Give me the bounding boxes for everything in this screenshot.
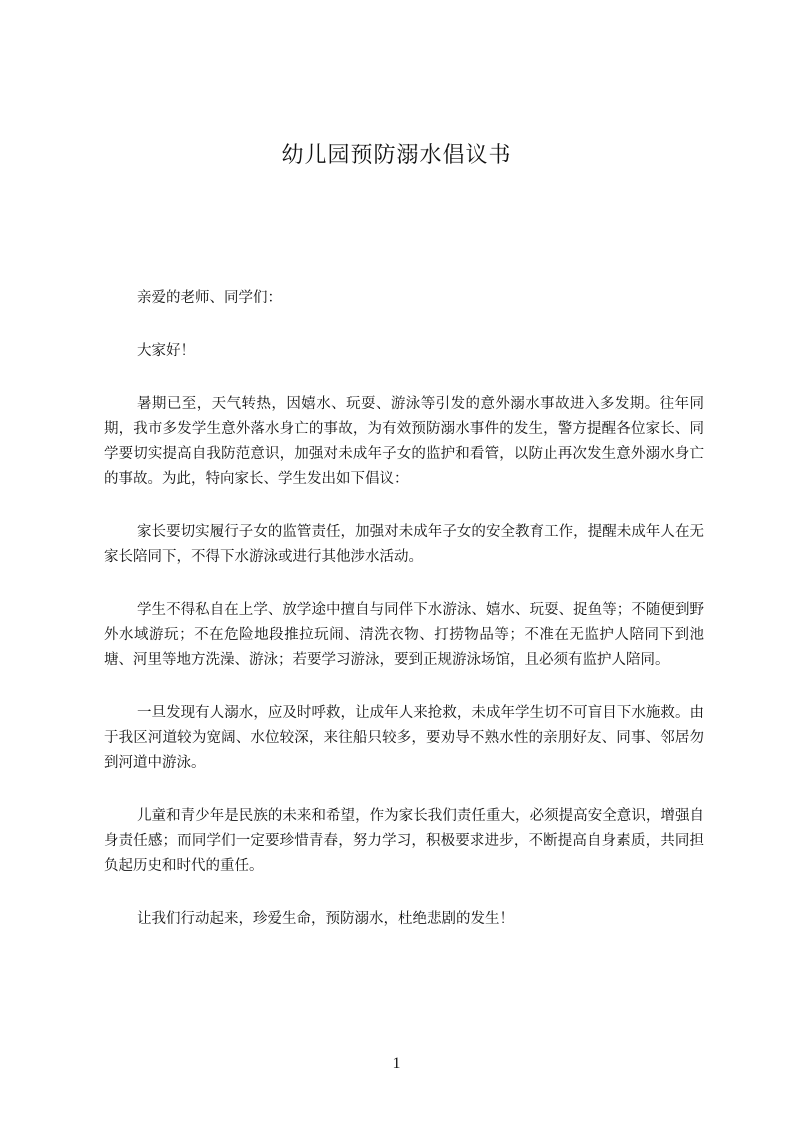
greeting: 大家好！ <box>137 343 195 359</box>
document-body <box>104 286 704 960</box>
document-title: 幼儿园预防溺水倡议书 <box>281 143 512 168</box>
paragraph-parents: 家长要切实履行子女的监管责任，加强对未成年子女的安全教育工作，提醒未成年人在无家长陪同下，不得下水游泳或进行其他涉水活动。 <box>104 524 704 565</box>
salutation: 亲爱的老师、同学们： <box>137 290 282 306</box>
page-number: 1 <box>392 1055 401 1072</box>
paragraph-rescue: 一旦发现有人溺水，应及时呼救，让成年人来抢救，未成年学生切不可盲目下水施救。由于我区河道较为宽阔、水位较深，来往船只较多，要劝导不熟水性的亲朋好友、同事、邻居勿到河道中游泳。 <box>104 705 704 771</box>
paragraph-students: 学生不得私自在上学、放学途中擅自与同伴下水游泳、嬉水、玩耍、捉鱼等；不随便到野外水域游玩；不在危险地段推拉玩闹、清洗衣物、打捞物品等；不准在无监护人陪同下到池塘、河里等地方洗澡、游泳；若要学习游泳，要到正规游泳场馆，且必须有监护人陪同。 <box>104 602 704 668</box>
paragraph-closing: 让我们行动起来，珍爱生命，预防溺水，杜绝悲剧的发生！ <box>137 911 514 927</box>
paragraph-responsibility: 儿童和青少年是民族的未来和希望，作为家长我们责任重大，必须提高安全意识，增强自身责任感；而同学们一定要珍惜青春，努力学习，积极要求进步，不断提高自身素质，共同担负起历史和时代的重任。 <box>104 808 704 874</box>
paragraph-intro: 暑期已至，天气转热，因嬉水、玩耍、游泳等引发的意外溺水事故进入多发期。往年同期，我市多发学生意外落水身亡的事故，为有效预防溺水事件的发生，警方提醒各位家长、同学要切实提高自我防范意识，加强对未成年子女的监护和看管，以防止再次发生意外溺水身亡的事故。为此，特向家长、学生发出如下倡议： <box>104 396 704 487</box>
